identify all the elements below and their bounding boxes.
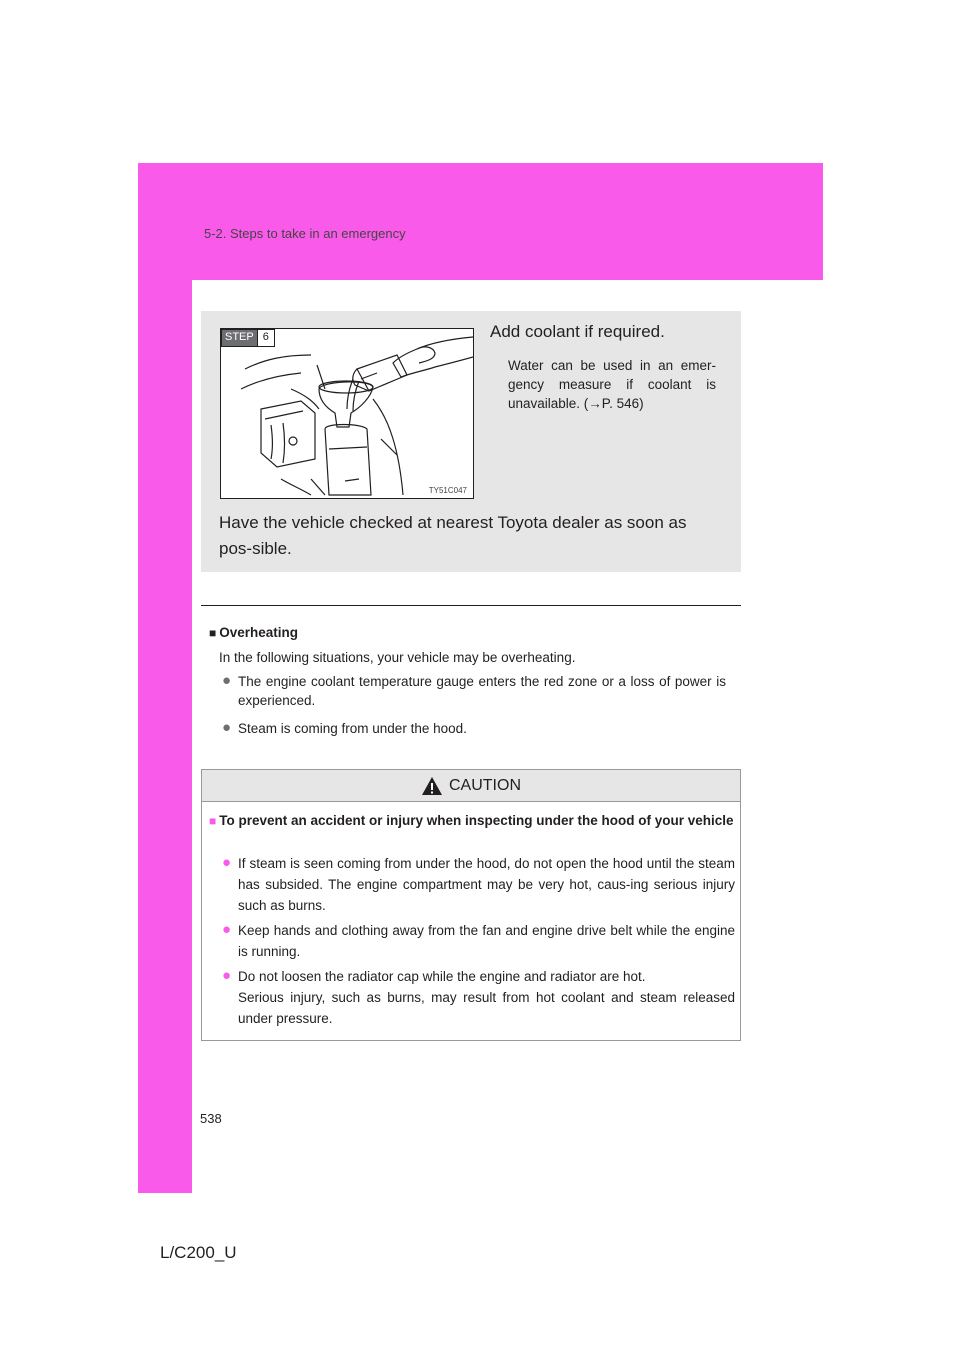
divider — [201, 605, 741, 606]
overheating-title: Overheating — [219, 625, 299, 640]
caution-extra: Serious injury, such as burns, may result from hot coolant and steam released under pressure. — [238, 990, 735, 1026]
step-badge-number: 6 — [257, 330, 274, 346]
caution-bullet-1: If steam is seen coming from under the hood, do not open the hood until the steam has subsided. The engine compartment may be very hot, caus-ing serious injury such as burns. — [238, 856, 735, 913]
bullet-dot: ● — [222, 719, 232, 736]
caution-marker: ■ — [209, 814, 217, 828]
document-code: L/C200_U — [160, 1243, 237, 1262]
step-heading: Add coolant if required. — [490, 322, 665, 341]
caution-bullet-dot: ● — [222, 967, 232, 984]
caution-bullet-dot: ● — [222, 854, 232, 871]
caution-heading — [209, 810, 735, 832]
step-badge-label: STEP — [222, 330, 257, 346]
warning-triangle-icon — [421, 776, 443, 796]
coolant-pour-drawing — [221, 329, 474, 499]
coolant-illustration — [220, 328, 474, 499]
caution-heading-text: To prevent an accident or injury when inspecting under the hood of your vehicle — [219, 813, 734, 828]
side-band — [138, 280, 192, 1193]
caution-header — [202, 770, 740, 802]
caution-bullet-3: Do not loosen the radiator cap while the engine and radiator are hot. — [238, 969, 646, 984]
step-footer: Have the vehicle checked at nearest Toyota dealer as soon as pos-sible. — [219, 513, 687, 558]
step-note: Water can be used in an emer-gency measure if coolant is unavailable. (→P. 546) — [508, 358, 716, 411]
page-number: 538 — [200, 1111, 222, 1126]
figure-code: TY51C047 — [428, 486, 467, 495]
overheating-bullet-1: The engine coolant temperature gauge enters the red zone or a loss of power is experienced. — [238, 674, 726, 708]
bullet-dot: ● — [222, 672, 232, 689]
caution-bullet-dot: ● — [222, 921, 232, 938]
section-title: 5-2. Steps to take in an emergency — [204, 226, 406, 241]
header-band — [138, 163, 823, 280]
caution-bullet-2: Keep hands and clothing away from the fan and engine drive belt while the engine is running. — [238, 923, 735, 959]
overheating-bullet-2: Steam is coming from under the hood. — [238, 721, 467, 736]
caution-title: CAUTION — [449, 776, 521, 794]
overheating-marker: ■ — [209, 626, 217, 640]
overheating-heading — [209, 623, 298, 643]
overheating-intro: In the following situations, your vehicle may be overheating. — [219, 650, 576, 665]
step-badge — [221, 329, 275, 347]
